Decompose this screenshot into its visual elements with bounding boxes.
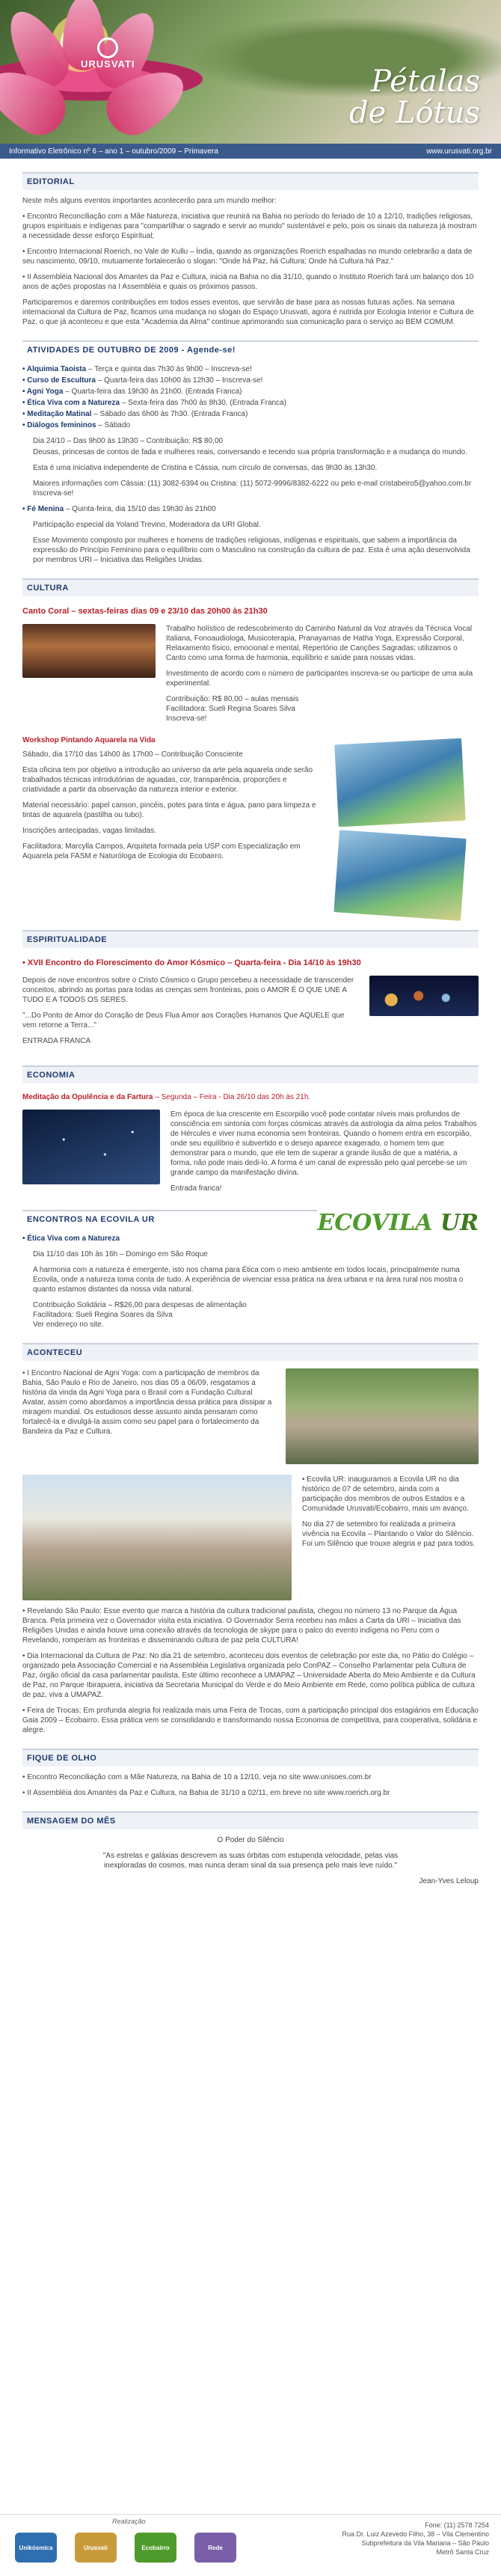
aquarela-facilitator: Facilitadora: Marcylla Campos, Arquiteta formada pela USP com Especialização em Aquarela pela FASM e Naturóloga de Ecologia do Ecobairro.: [22, 842, 301, 860]
info-bar: [0, 144, 501, 159]
logo-unikosmica[interactable]: [15, 2533, 57, 2563]
agenda-item-detail: – Sábado das 6h00 às 7h30. (Entrada Franca): [91, 410, 248, 418]
section-heading-cultura: CULTURA: [22, 578, 479, 596]
fe-menina-details: [33, 520, 479, 565]
newsletter-title-line2: de Lótus: [349, 96, 480, 130]
ecovila-facilitator: Facilitadora: Sueli Regina Soares da Silva: [33, 1311, 173, 1319]
ecovila-desc: A harmonia com a natureza é emergente, isto nos chama para Ética com o meio ambiente em todos locais, principalmente numa Ecovila, onde a natureza toma conta de tudo. A experiência de vivenciar essa prática na área urbana e na área rural nos mostra o quanto estamos distantes da nossa vida natural.: [33, 1266, 464, 1294]
logo-text: URUSVATI: [81, 58, 135, 70]
content: [0, 172, 501, 1886]
agenda-item-detail: – Sábado: [96, 421, 131, 429]
watercolor-images: [336, 731, 479, 917]
ecovila-logo: [317, 1210, 479, 1236]
agenda-item-name: • Diálogos femininos: [22, 421, 96, 429]
economia-title: [22, 1092, 479, 1102]
aquarela-desc: Esta oficina tem por objetivo a introdução ao universo da arte pela aquarela onde serão trabalhados técnicas introdutórias de aguadas, cor, transparência, proporções e criatividade a partir da observação da natureza interior e exterior.: [22, 766, 313, 794]
aquarela-material: Material necessário: papel canson, pincéis, potes para tinta e água, pano para limpeza e tintas de aquarela (pastilha ou tubo).: [22, 801, 316, 819]
espiritualidade-desc: Depois de nove encontros sobre o Cristo Cósmico o Grupo percebeu a necessidade de transcender conceitos, abrindo as portas para todas as crenças sem fronteiras, pois o AMOR É O QUE UNE A TUDO E A TODOS OS SERES.: [22, 976, 354, 1004]
canto-facilitator: Facilitadora: Sueli Regina Soares Silva: [166, 705, 295, 713]
ecovila-body: [22, 1234, 479, 1330]
agenda-item-detail: – Sexta-feira das 7h00 às 8h30. (Entrada Franca): [120, 399, 286, 407]
aconteceu-item: • I Encontro Nacional de Agni Yoga: com a participação de membros da Bahia, São Paulo e Rio de Janeiro, nos dias 05 a 06/09, resgatamos a história da vinda da Agni Yoga para o Brasil com a Fundação Cultural Avatar, assim como abordamos a importância dessa prática para dissipar a miragem mundial. Os estudiosos desse assunto ainda pensaram como fortalecê-la e divulgá-la assim como seu papel para o fortalecimento da Bandeira da Paz e Cultura.: [22, 1369, 272, 1436]
urusvati-logo: [81, 37, 135, 73]
aquarela-text: [22, 731, 326, 917]
agenda-item: [22, 504, 479, 514]
ecovila-logo-main: ECOVILA: [317, 1210, 433, 1236]
agenda-item-name: • Alquimia Taoista: [22, 365, 87, 373]
aconteceu-item: No dia 27 de setembro foi realizada a primeira vivência na Ecovila – Plantando o Valor do Silêncio. Foi um Silêncio que trouxe alegria e paz para todos.: [302, 1520, 476, 1548]
group-photo: [286, 1368, 479, 1464]
agenda-item-detail: – Terça e quinta das 7h30 às 9h00 – Inscreva-se!: [86, 365, 252, 373]
editorial-intro: Neste mês alguns eventos importantes acontecerão para um mundo melhor:: [22, 197, 277, 205]
economia-entry: Entrada franca!: [170, 1184, 222, 1193]
agenda-item-detail: – Quarta-feira das 10h00 às 12h30 – Inscreva-se!: [95, 376, 263, 385]
partner-logos: [15, 2533, 236, 2563]
aconteceu-item: • Dia Internacional da Cultura de Paz: No dia 21 de setembro, aconteceu dois eventos de celebração por este dia, no Pátio do Colégio – organizado pela Associação Comercial e na Assembléia Legislativa organizada pelo ConPAZ – Conselho Parlamentar pela Cultura de Paz, órgão oficial da casa parlamentar paulista. Este último reconhece a UMAPAZ – Universidade Aberta do Meio Ambiente e da Cultura de Paz, no Parque Ibirapuera, iniciativa da Secretaria Municipal do Verde e do Meio Ambiente em Rede, como política pública de cultura de paz, viva a UMAPAZ.: [22, 1652, 476, 1699]
editorial-item: • Encontro Reconciliação com a Mãe Natureza, iniciativa que reunirá na Bahia no período do feriado de 10 a 12/10, tradições religiosas, grupos espirituais e indígenas para "compartilhar o sagrado e servir ao mundo" sustentável e pelo, pois os sinais da natureza já mostram a necessidade desse esforço Espiritual;: [22, 212, 477, 240]
logo-label: Rede: [208, 2544, 223, 2551]
mensagem-author: Jean-Yves Leloup: [419, 1877, 479, 1885]
footer-address: Rua Dr. Luiz Azevedo Filho, 38 – Vila Clementino: [342, 2530, 489, 2538]
ecovila-cta[interactable]: Ver endereço no site.: [33, 1321, 104, 1329]
espiritualidade-title: • XVII Encontro do Florescimento do Amor Kósmico – Quarta-feira - Dia 14/10 às 19h30: [22, 958, 361, 967]
editorial-closing: Participaremos e daremos contribuições em todos esses eventos, que servirão de base para as nossas futuras ações. Na semana internacional da Cultura de Paz, ficamos uma mudança no slogan do Espaço Urusvati, agora é nutrida por Ecologia Interior e Cultura de Paz, o que já aconteceu e que esta "Academia da Alma" continue aprimorando sua comunicação para o serviço ao BEM COMUM.: [22, 299, 474, 326]
agenda-item-name: • Fé Menina: [22, 505, 64, 513]
canto-coral-title: Canto Coral – sextas-feiras dias 09 e 23/10 das 20h00 às 21h30: [22, 607, 268, 616]
fique-item[interactable]: • II Assembléia dos Amantes da Paz e Cultura, na Bahia de 31/10 a 02/11, em breve no site www.roerich.org.br: [22, 1789, 390, 1797]
economia-title-main: Meditação da Opulência e da Fartura: [22, 1093, 153, 1101]
mensagem-block: [22, 1835, 479, 1886]
aconteceu-item: • Revelando São Paulo: Esse evento que marca a história da cultura tradicional paulista, chegou no número 13 no Parque da Água Branca. Pela primeira vez o Governador visita esta iniciativa. O Governador Serra recebeu nas mãos a Carta da URI – Iniciativa das Religiões Unidas e ainda houve uma conexão através da tecnologia de skype para o palco do evento indígena no Peru com o Revelando, romperam as fronteiras e disseminando cultura de paz pela CULTURA!: [22, 1607, 461, 1645]
footer: [0, 2514, 501, 2576]
logo-ecobairro[interactable]: [135, 2533, 176, 2563]
canto-coral-block: [22, 624, 479, 723]
aconteceu-item: • Feira de Trocas: Em profunda alegria foi realizada mais uma Feira de Trocas, com a participação principal dos estagiários em Educação Gaia 2009 – Ecobairro. Essa prática vem se consolidando e transformando nossa Economia de competitiva, para cooperativa, solidária e alegre.: [22, 1707, 479, 1734]
agenda-list: [22, 364, 479, 565]
aquarela-title: Workshop Pintando Aquarela na Vida: [22, 736, 156, 744]
section-heading-aconteceu: ACONTECEU: [22, 1343, 479, 1361]
editorial-item: • II Assembléia Nacional dos Amantes da Paz e Cultura, iniciá na Bahia no dia 31/10, quando o Instituto Roerich fará um balanço dos 10 anos de ações propostas na I Assembléia e quais os próximos passos.: [22, 273, 474, 291]
canto-coral-text: [166, 624, 479, 723]
aconteceu-row2: [22, 1475, 479, 1600]
aquarela-date: Sábado, dia 17/10 das 14h00 às 17h00 – Contribuição Consciente: [22, 750, 243, 759]
dialogos-desc: Deusas, princesas de contos de fada e mulheres reais, conversando e tecendo sua própria transformação e a mudança do mundo.: [33, 448, 467, 456]
ecovila-group-photo: [22, 1475, 292, 1600]
header-banner: [0, 0, 501, 144]
section-heading-economia: ECONOMIA: [22, 1065, 479, 1083]
agenda-item: [22, 387, 479, 397]
ecovila-details: [33, 1249, 479, 1330]
newsletter-title-line1: Pétalas: [371, 64, 480, 99]
dialogos-details: [33, 436, 479, 498]
agenda-item-name: • Meditação Matinal: [22, 410, 92, 418]
mensagem-title: O Poder do Silêncio: [217, 1836, 284, 1844]
ecovila-date: Dia 11/10 das 10h às 16h – Domingo em São Roque: [33, 1250, 208, 1258]
aconteceu-item: • Ecovila UR: inauguramos a Ecovila UR no dia histórico de 07 de setembro, ainda com a participação dos membros de outros Estados e a Comunidade Urusvati/Ecobairro, mais um avanço.: [302, 1475, 469, 1513]
economia-block: [22, 1110, 479, 1199]
aquarela-block: [22, 731, 479, 917]
footer-address: Metrô Santa Cruz: [436, 2548, 489, 2556]
footer-phone: Fone: (11) 2578 7254: [425, 2521, 489, 2529]
agenda-item: [22, 364, 479, 374]
espiritualidade-block: [22, 976, 479, 1052]
fe-menina-desc: Participação especial da Yoland Trevino, Moderadora da URI Global.: [33, 521, 261, 529]
site-link[interactable]: www.urusvati.org.br: [426, 147, 492, 156]
agenda-item-name: • Agni Yoga: [22, 388, 64, 396]
ecovila-contrib: Contribuição Solidária – R$26,00 para despesas de alimentação: [33, 1301, 247, 1309]
logo-label: Ecobairro: [141, 2544, 170, 2551]
fe-menina-text: Esse Movimento composto por mulheres e homens de tradições religiosas, indígenas e espirituais, que sabem a importância da expressão do Princípio Feminino para o equilíbrio com o Masculino na construção da cultura de paz. Esta é uma ação desenvolvida por membros URI – Iniciativa das Religiões Unidas.: [33, 536, 470, 564]
aquarela-vagas: Inscrições antecipadas, vagas limitadas.: [22, 827, 156, 835]
logo-label: Unikósmica: [19, 2544, 53, 2551]
agenda-item: [22, 420, 479, 430]
section-heading-ecovila: ENCONTROS NA ECOVILA UR: [22, 1210, 317, 1228]
section-heading-editorial: EDITORIAL: [22, 172, 479, 190]
footer-realizacao: Realização: [112, 2518, 146, 2525]
scorpio-constellation-image: [22, 1110, 160, 1184]
mensagem-quote: "As estrelas e galáxias descrevem as suas órbitas com estupenda velocidade, pelas vias inexploradas do cosmos, mas nunca deram sinal da sua presença pelo mais leve ruído.": [102, 1852, 399, 1870]
economia-title-detail: – Segunda – Feira - Dia 26/10 das 20h às 21h.: [153, 1093, 311, 1101]
agenda-item: [22, 376, 479, 385]
ecovila-logo-ur: UR: [440, 1210, 479, 1236]
ecovila-header-row: [22, 1210, 479, 1236]
agenda-item-name: • Curso de Escultura: [22, 376, 96, 385]
agenda-item: [22, 409, 479, 419]
footer-contact: [342, 2521, 489, 2557]
choir-photo: [22, 624, 156, 678]
logo-ring-icon: [97, 37, 118, 58]
agenda-item-detail: – Quinta-feira, dia 15/10 das 19h30 às 21h00: [64, 505, 216, 513]
canto-invest: Investimento de acordo com o número de participantes inscreva-se ou participe de uma aula experimental.: [166, 670, 473, 688]
editorial-item: • Encontro Internacional Roerich, no Vale de Kullu – Índia, quando as organizações Roerich espalhadas no mundo celebrarão a data de seu nascimento, 09/10, mutuamente fortalecerão o slogan: "Onde há Paz, há Cultura; Onde há Cultura há Paz.": [22, 248, 473, 266]
espiritualidade-quote: "...Do Ponto de Amor do Coração de Deus Flua Amor aos Corações Humanos Que AQUELE que vem retorne a Terra...": [22, 1012, 345, 1030]
logo-label: Urusvati: [83, 2544, 108, 2551]
section-heading-agenda: ATIVIDADES DE OUTUBRO DE 2009 - Agende-se!: [22, 340, 479, 358]
aconteceu-ecovila-text: [302, 1475, 479, 1600]
watercolor-painting: [334, 738, 466, 827]
footer-address: Subprefeitura da Vila Mariana – São Paulo: [361, 2539, 489, 2547]
canto-cta: Inscreva-se!: [166, 715, 207, 723]
economia-desc: Em época de lua crescente em Escorpião você pode contatar níveis mais profundos de consciência em sintonia com forças cósmicas através da astrologia da alma pelos Trabalhos de Hércules e viver numa economia sem fronteiras. Quando o homem entra em escorpião, onde seu equilíbrio é subvertido e o desejo aparece exagerado, o homem tem que demonstrar para o mundo, que ele tem de superar a grande ilusão de que a matéria, a forma, não pode mais dedi-lo. A forma é um canal de expressão pelo qual percebe-se um grande campo da manifestação divina.: [170, 1110, 477, 1177]
dialogos-date: Dia 24/10 – Das 9h00 às 13h30 – Contribuição: R$ 80,00: [33, 437, 224, 445]
aconteceu-row1: [22, 1368, 479, 1464]
agenda-item: [22, 398, 479, 408]
economia-text: [170, 1110, 479, 1199]
logo-urusvati[interactable]: [75, 2533, 117, 2563]
agenda-item-detail: – Quarta-feira das 19h30 às 21h00. (Entrada Franca): [63, 388, 242, 396]
section-heading-fique: FIQUE DE OLHO: [22, 1749, 479, 1766]
canto-contrib: Contribuição: R$ 80,00 – aulas mensais: [166, 695, 299, 703]
agenda-item-name: • Ética Viva com a Natureza: [22, 399, 120, 407]
planets-image: [369, 976, 479, 1016]
dialogos-contact: Maiores informações com Cássia: (11) 3082-6394 ou Cristina: (11) 5072-9996/8382-6222 ou pelo e-mail cristabeiro5@yahoo.com.br Inscreva-se!: [33, 480, 472, 498]
section-heading-espiritualidade: ESPIRITUALIDADE: [22, 930, 479, 948]
watercolor-painting: [334, 830, 466, 921]
dialogos-extra: Esta é uma iniciativa independente de Cristina e Cássia, num círculo de conversas, das 9h30 às 13h30.: [33, 464, 378, 472]
canto-desc: Trabalho holístico de redescobrimento do Caminho Natural da Voz através da Técnica Vocal Italiana, Fonoaudiologa, Musicoterapia, Pranayamas de Hatha Yoga, Expressão Corporal, Relaxamento físico, emocional e mental, Repertório de Canções Sagradas; utilizamos o Canto como uma forma de harmonia, equilíbrio e saúde para nossas vidas.: [166, 625, 473, 662]
logo-rede[interactable]: [194, 2533, 236, 2563]
section-heading-mensagem: MENSAGEM DO MÊS: [22, 1811, 479, 1829]
espiritualidade-entry: ENTRADA FRANCA: [22, 1037, 91, 1045]
ecovila-title: • Ética Viva com a Natureza: [22, 1235, 120, 1243]
espiritualidade-text: [22, 976, 359, 1052]
fique-item[interactable]: • Encontro Reconciliação com a Mãe Natureza, na Bahia de 10 a 12/10, veja no site www.unisoes.com.br: [22, 1773, 372, 1781]
issue-info: Informativo Eletrônico nº 6 – ano 1 – outubro/2009 – Primavera: [9, 147, 218, 156]
